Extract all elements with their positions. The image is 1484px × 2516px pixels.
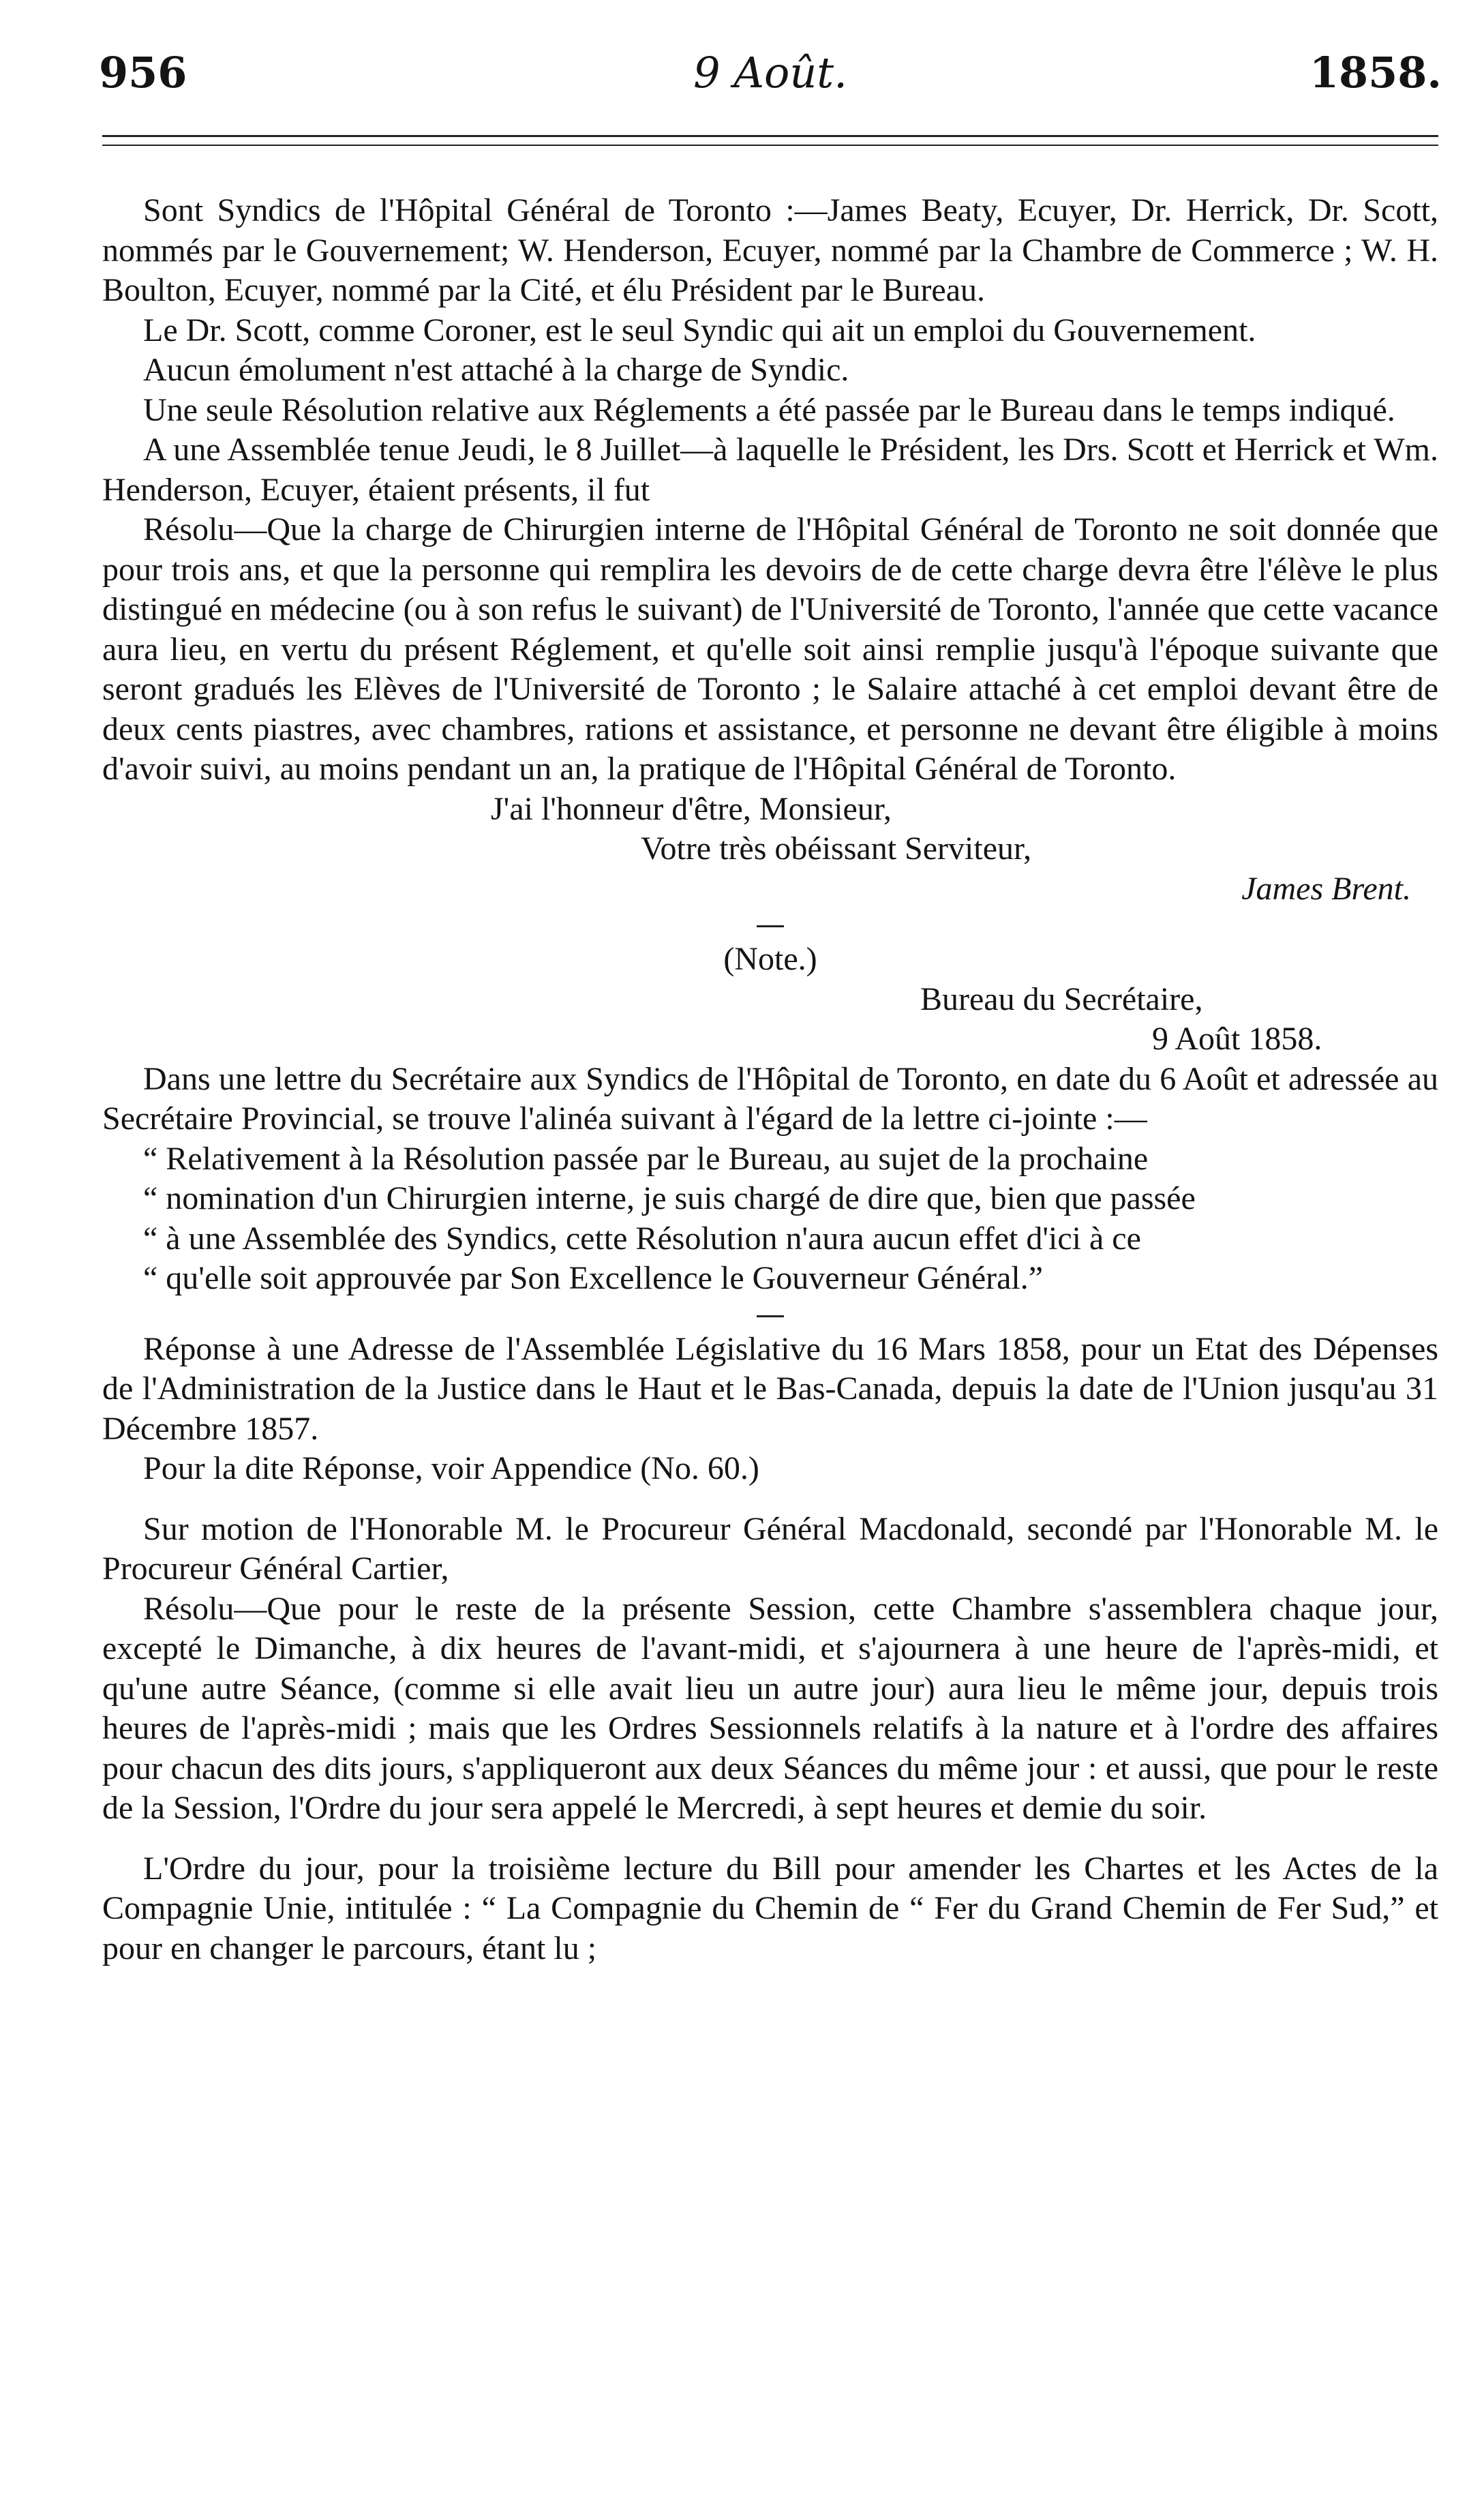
note-quote-line: “ nomination d'un Chirurgien interne, je suis chargé de dire que, bien que passée	[143, 1180, 1196, 1216]
document-body	[102, 191, 1438, 1968]
paragraph-reponse: Réponse à une Adresse de l'Assemblée Législative du 16 Mars 1858, pour un Etat des Dépenses de l'Administration de la Justice dans le Haut et le Bas-Canada, depuis la date de l'Union jusqu'au 31 Décembre 1857.	[102, 1330, 1438, 1447]
paragraph-resolu: Résolu—Que la charge de Chirurgien interne de l'Hôpital Général de Toronto ne soit donnée que pour trois ans, et que la personne qui remplira les devoirs de de cette charge devra être l'élève le plus distingué en médecine (ou à son refus le suivant) de l'Université de Toronto, l'année que cette vacance aura lieu, en vertu du présent Réglement, et qu'elle soit ainsi remplie jusqu'à l'époque suivante que seront gradués les Elèves de l'Université de Toronto ; le Salaire attaché à cet emploi devant être de deux cents piastres, avec chambres, rations et assistance, et personne ne devant être éligible à moins d'avoir suivi, au moins pendant un an, la pratique de l'Hôpital Général de Toronto.	[102, 511, 1438, 787]
spacer	[102, 1489, 1438, 1510]
note-quote-line: “ à une Assemblée des Syndics, cette Résolution n'aura aucun effet d'ici à ce	[143, 1220, 1141, 1257]
note-quote-line: “ qu'elle soit approuvée par Son Excellence le Gouverneur Général.”	[143, 1260, 1044, 1296]
note-quote-line: “ Relativement à la Résolution passée par le Bureau, au sujet de la prochaine	[143, 1140, 1149, 1177]
separator-dash	[757, 925, 784, 927]
note-intro: Dans une lettre du Secrétaire aux Syndics de l'Hôpital de Toronto, en date du 6 Août et adressée au Secrétaire Provincial, se trouve l'alinéa suivant à l'égard de la lettre ci-jointe :—	[102, 1060, 1438, 1137]
paragraph-ordre-du-jour: L'Ordre du jour, pour la troisième lecture du Bill pour amender les Chartes et les Actes de la Compagnie Unie, intitulée : “ La Compagnie du Chemin de “ Fer du Grand Chemin de Fer Sud,” et pour en changer le parcours, étant lu ;	[102, 1850, 1438, 1966]
page-number: 956	[99, 48, 187, 98]
spacer	[102, 1829, 1438, 1849]
header-rule-thick	[102, 135, 1438, 137]
paragraph-assemblee: A une Assemblée tenue Jeudi, le 8 Juillet—à laquelle le Président, les Drs. Scott et Herrick et Wm. Henderson, Ecuyer, étaient présents, il fut	[102, 432, 1438, 508]
paragraph-appendice: Pour la dite Réponse, voir Appendice (No. 60.)	[143, 1450, 759, 1486]
paragraph-syndics: Sont Syndics de l'Hôpital Général de Toronto :—James Beaty, Ecuyer, Dr. Herrick, Dr. Scott, nommés par le Gouvernement; W. Henderson, Ecuyer, nommé par la Chambre de Commerce ; W. H. Boulton, Ecuyer, nommé par la Cité, et élu Président par le Bureau.	[102, 192, 1438, 308]
paragraph-motion-resolu: Résolu—Que pour le reste de la présente Session, cette Chambre s'assemblera chaque jour, excepté le Dimanche, à dix heures de l'avant-midi, et s'ajournera à une heure de l'après-midi, et qu'une autre Séance, (comme si elle avait lieu un autre jour) aura lieu le même jour, depuis trois heures de l'après-midi ; mais que les Ordres Sessionnels relatifs à la nature et à l'ordre des affaires pour chacun des dits jours, s'appliqueront aux deux Séances du même jour : et aussi, que pour le reste de la Session, l'Ordre du jour sera appelé le Mercredi, à sept heures et demie du soir.	[102, 1590, 1438, 1826]
paragraph-motion: Sur motion de l'Honorable M. le Procureur Général Macdonald, secondé par l'Honorable M. le Procureur Général Cartier,	[102, 1510, 1438, 1587]
page-header	[99, 48, 1442, 102]
note-date: 9 Août 1858.	[1152, 1021, 1322, 1057]
separator-dash	[757, 1315, 784, 1317]
header-date: 9 Août.	[693, 48, 847, 98]
header-year: 1858.	[1309, 48, 1442, 98]
paragraph-coroner: Le Dr. Scott, comme Coroner, est le seul Syndic qui ait un emploi du Gouvernement.	[143, 312, 1256, 348]
note-title: (Note.)	[723, 941, 817, 977]
paragraph-emolument: Aucun émolument n'est attaché à la charge de Syndic.	[143, 352, 849, 388]
note-office: Bureau du Secrétaire,	[920, 980, 1203, 1017]
header-rule-thin	[102, 145, 1438, 146]
letter-closing-line2: Votre très obéissant Serviteur,	[641, 830, 1032, 867]
paragraph-resolution-count: Une seule Résolution relative aux Réglements a été passée par le Bureau dans le temps indiqué.	[143, 391, 1395, 428]
letter-closing-line1: J'ai l'honneur d'être, Monsieur,	[491, 790, 892, 827]
letter-signature: James Brent.	[1241, 870, 1411, 907]
